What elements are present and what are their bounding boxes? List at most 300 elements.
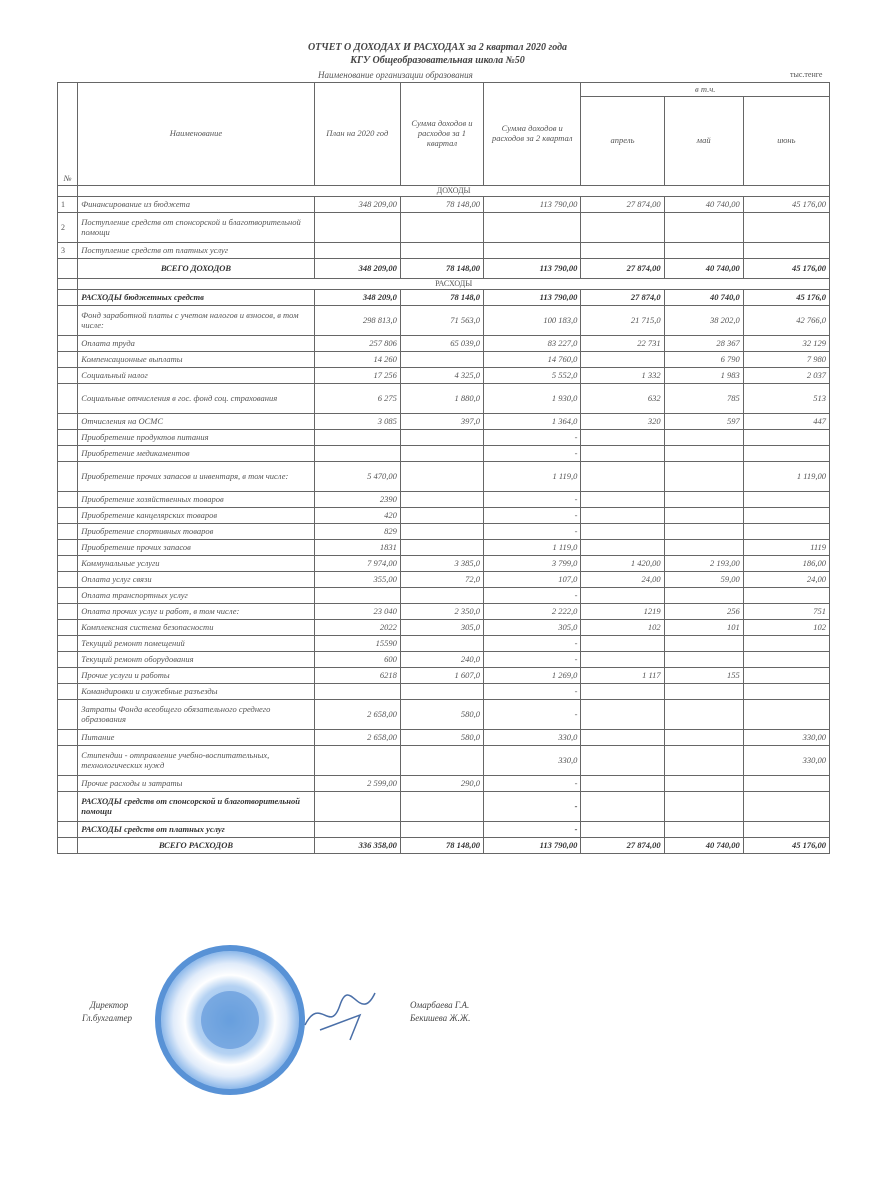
row-number	[58, 588, 78, 604]
cell-apr: 21 715,0	[581, 306, 664, 336]
cell-q2: 100 183,0	[484, 306, 581, 336]
cell-apr	[581, 352, 664, 368]
cell-q2: -	[484, 446, 581, 462]
row-name: РАСХОДЫ средств от платных услуг	[78, 822, 314, 838]
cell-q2	[484, 243, 581, 259]
cell-plan: 2 599,00	[314, 776, 400, 792]
cell-may	[664, 700, 743, 730]
cell-apr	[581, 636, 664, 652]
cell-q1	[400, 524, 483, 540]
cell-may	[664, 524, 743, 540]
cell-q1	[400, 588, 483, 604]
row-name: Социальный налог	[78, 368, 314, 384]
cell-q1	[400, 492, 483, 508]
cell-jun: 513	[743, 384, 829, 414]
cell-q2: 107,0	[484, 572, 581, 588]
table-row	[58, 430, 830, 446]
table-row	[58, 306, 830, 336]
cell-jun: 7 980	[743, 352, 829, 368]
cell-apr: 24,00	[581, 572, 664, 588]
cell-may: 6 790	[664, 352, 743, 368]
row-name: Приобретение хозяйственных товаров	[78, 492, 314, 508]
row-name: Поступление средств от платных услуг	[78, 243, 314, 259]
cell-q2: 113 790,00	[484, 197, 581, 213]
row-name: Поступление средств от спонсорской и благотворительной помощи	[78, 213, 314, 243]
cell-q2: 330,0	[484, 730, 581, 746]
cell-plan: 6 275	[314, 384, 400, 414]
table-row	[58, 368, 830, 384]
total-row	[58, 838, 830, 854]
cell-may	[664, 540, 743, 556]
director-label: Директор	[90, 1000, 129, 1010]
cell-q1	[400, 462, 483, 492]
cell-q2: -	[484, 822, 581, 838]
cell-q2: 1 269,0	[484, 668, 581, 684]
cell-may	[664, 776, 743, 792]
cell-plan: 17 256	[314, 368, 400, 384]
cell-q2: -	[484, 684, 581, 700]
table-row	[58, 524, 830, 540]
cell-plan: 355,00	[314, 572, 400, 588]
section-title: ДОХОДЫ	[78, 186, 830, 197]
cell-q1	[400, 243, 483, 259]
row-name: Приобретение спортивных товаров	[78, 524, 314, 540]
cell-may	[664, 636, 743, 652]
table-row	[58, 462, 830, 492]
row-number	[58, 384, 78, 414]
cell-plan	[314, 213, 400, 243]
cell-q2: 113 790,00	[484, 259, 581, 279]
cell-q1	[400, 213, 483, 243]
cell-q1: 580,0	[400, 700, 483, 730]
cell-q1	[400, 352, 483, 368]
row-number	[58, 540, 78, 556]
table-row	[58, 636, 830, 652]
col-incl: в т.ч.	[581, 83, 830, 97]
row-name: Отчисления на ОСМС	[78, 414, 314, 430]
table-row	[58, 414, 830, 430]
row-number	[58, 636, 78, 652]
cell-apr	[581, 524, 664, 540]
cell-q2: -	[484, 508, 581, 524]
cell-apr	[581, 508, 664, 524]
section-header	[58, 279, 830, 290]
table-row	[58, 243, 830, 259]
cell-q1: 72,0	[400, 572, 483, 588]
row-number	[58, 508, 78, 524]
cell-plan: 6218	[314, 668, 400, 684]
units-label: тыс.тенге	[790, 70, 823, 79]
cell-may	[664, 492, 743, 508]
cell-may: 40 740,0	[664, 290, 743, 306]
row-number	[58, 822, 78, 838]
row-number	[58, 652, 78, 668]
cell-q2: -	[484, 524, 581, 540]
cell-plan: 600	[314, 652, 400, 668]
cell-q1	[400, 430, 483, 446]
cell-jun	[743, 668, 829, 684]
table-row	[58, 604, 830, 620]
table-row	[58, 588, 830, 604]
cell-apr	[581, 746, 664, 776]
cell-q1: 4 325,0	[400, 368, 483, 384]
cell-q1	[400, 684, 483, 700]
row-number	[58, 572, 78, 588]
row-name: ВСЕГО РАСХОДОВ	[78, 838, 314, 854]
cell-jun: 2 037	[743, 368, 829, 384]
cell-plan	[314, 243, 400, 259]
row-number	[58, 492, 78, 508]
cell-apr: 632	[581, 384, 664, 414]
cell-q2: 3 799,0	[484, 556, 581, 572]
cell-jun: 42 766,0	[743, 306, 829, 336]
report-title: ОТЧЕТ О ДОХОДАХ И РАСХОДАХ за 2 квартал 2020 года	[307, 42, 568, 53]
row-name: Приобретение продуктов питания	[78, 430, 314, 446]
row-name: РАСХОДЫ средств от спонсорской и благотворительной помощи	[78, 792, 314, 822]
cell-plan	[314, 430, 400, 446]
cell-plan: 2 658,00	[314, 730, 400, 746]
cell-jun	[743, 524, 829, 540]
cell-jun: 186,00	[743, 556, 829, 572]
table-row	[58, 730, 830, 746]
cell-may: 59,00	[664, 572, 743, 588]
table-row	[58, 572, 830, 588]
cell-q2: 330,0	[484, 746, 581, 776]
cell-apr	[581, 492, 664, 508]
cell-q2: 83 227,0	[484, 336, 581, 352]
row-number	[58, 684, 78, 700]
row-name: Коммунальные услуги	[78, 556, 314, 572]
cell-plan: 23 040	[314, 604, 400, 620]
cell-may	[664, 730, 743, 746]
cell-jun: 24,00	[743, 572, 829, 588]
cell-plan	[314, 588, 400, 604]
cell-q1: 240,0	[400, 652, 483, 668]
row-name: Оплата услуг связи	[78, 572, 314, 588]
cell-q2: -	[484, 652, 581, 668]
cell-q1	[400, 446, 483, 462]
cell-jun: 330,00	[743, 746, 829, 776]
cell-may	[664, 243, 743, 259]
cell-may: 40 740,00	[664, 838, 743, 854]
cell-apr	[581, 652, 664, 668]
cell-q2: -	[484, 776, 581, 792]
row-name: Оплата труда	[78, 336, 314, 352]
cell-apr: 27 874,00	[581, 259, 664, 279]
row-name: Оплата транспортных услуг	[78, 588, 314, 604]
cell-may: 2 193,00	[664, 556, 743, 572]
cell-jun	[743, 684, 829, 700]
cell-apr	[581, 730, 664, 746]
row-name: ВСЕГО ДОХОДОВ	[78, 259, 314, 279]
cell-q2: 1 930,0	[484, 384, 581, 414]
cell-jun	[743, 492, 829, 508]
row-number	[58, 259, 78, 279]
cell-q1: 580,0	[400, 730, 483, 746]
section-header	[58, 186, 830, 197]
cell-q2: 14 760,0	[484, 352, 581, 368]
cell-may	[664, 588, 743, 604]
cell-plan	[314, 822, 400, 838]
cell-plan: 348 209,00	[314, 197, 400, 213]
cell-q2: 305,0	[484, 620, 581, 636]
col-q1: Сумма доходов и расходов за 1 квартал	[400, 83, 483, 186]
table-row	[58, 652, 830, 668]
cell-jun	[743, 792, 829, 822]
row-name: Стипендии - отправление учебно-воспитательных, технологических нужд	[78, 746, 314, 776]
row-number	[58, 446, 78, 462]
cell-plan: 3 085	[314, 414, 400, 430]
row-name: Приобретение прочих запасов и инвентаря, в том числе:	[78, 462, 314, 492]
row-number: 2	[58, 213, 78, 243]
cell-q1: 1 880,0	[400, 384, 483, 414]
cell-q2	[484, 213, 581, 243]
col-may: май	[664, 97, 743, 186]
cell-q1	[400, 746, 483, 776]
cell-plan: 257 806	[314, 336, 400, 352]
cell-plan: 1831	[314, 540, 400, 556]
cell-may	[664, 822, 743, 838]
cell-may: 597	[664, 414, 743, 430]
cell-jun: 751	[743, 604, 829, 620]
cell-may: 40 740,00	[664, 259, 743, 279]
cell-apr: 1 420,00	[581, 556, 664, 572]
cell-apr	[581, 822, 664, 838]
table-row	[58, 822, 830, 838]
row-name: Компенсационные выплаты	[78, 352, 314, 368]
signature-icon	[300, 985, 380, 1045]
table-row	[58, 508, 830, 524]
col-apr: апрель	[581, 97, 664, 186]
emblem-icon	[201, 991, 259, 1049]
cell-q2: -	[484, 792, 581, 822]
cell-apr: 102	[581, 620, 664, 636]
cell-q1: 3 385,0	[400, 556, 483, 572]
cell-jun	[743, 636, 829, 652]
cell-may: 1 983	[664, 368, 743, 384]
table-row	[58, 776, 830, 792]
cell-may: 38 202,0	[664, 306, 743, 336]
cell-jun: 32 129	[743, 336, 829, 352]
cell-plan	[314, 792, 400, 822]
cell-jun: 45 176,00	[743, 838, 829, 854]
section-title: РАСХОДЫ	[78, 279, 830, 290]
cell-jun: 45 176,00	[743, 259, 829, 279]
cell-jun	[743, 588, 829, 604]
cell-plan: 420	[314, 508, 400, 524]
cell-q2: -	[484, 430, 581, 446]
cell-jun	[743, 700, 829, 730]
row-name: Питание	[78, 730, 314, 746]
cell-q1: 78 148,00	[400, 197, 483, 213]
cell-apr: 22 731	[581, 336, 664, 352]
cell-q1	[400, 792, 483, 822]
cell-plan: 2022	[314, 620, 400, 636]
cell-apr: 320	[581, 414, 664, 430]
cell-q2: -	[484, 636, 581, 652]
cell-q2: 1 119,0	[484, 540, 581, 556]
cell-plan: 829	[314, 524, 400, 540]
row-number	[58, 336, 78, 352]
row-number	[58, 306, 78, 336]
cell-jun	[743, 508, 829, 524]
cell-may	[664, 684, 743, 700]
row-name: Командировки и служебные разъезды	[78, 684, 314, 700]
table-row	[58, 620, 830, 636]
row-number	[58, 700, 78, 730]
row-number	[58, 290, 78, 306]
cell-q1: 397,0	[400, 414, 483, 430]
cell-apr	[581, 446, 664, 462]
row-name: Приобретение прочих запасов	[78, 540, 314, 556]
cell-q1: 78 148,0	[400, 290, 483, 306]
report-table	[57, 82, 830, 854]
accountant-label: Гл.бухгалтер	[82, 1013, 133, 1023]
cell-q1	[400, 508, 483, 524]
cell-may: 101	[664, 620, 743, 636]
row-number	[58, 746, 78, 776]
cell-apr	[581, 243, 664, 259]
cell-may: 155	[664, 668, 743, 684]
cell-jun: 45 176,00	[743, 197, 829, 213]
table-row	[58, 556, 830, 572]
row-name: РАСХОДЫ бюджетных средств	[78, 290, 314, 306]
cell-plan	[314, 684, 400, 700]
cell-jun: 1119	[743, 540, 829, 556]
table-row	[58, 446, 830, 462]
row-number	[58, 556, 78, 572]
cell-apr	[581, 540, 664, 556]
row-number	[58, 414, 78, 430]
organization-subtitle: Наименование организации образования	[318, 70, 473, 80]
total-row	[58, 259, 830, 279]
cell-may	[664, 746, 743, 776]
col-jun: июнь	[743, 97, 829, 186]
table-row	[58, 352, 830, 368]
cell-may	[664, 652, 743, 668]
cell-q1: 290,0	[400, 776, 483, 792]
cell-apr: 27 874,00	[581, 197, 664, 213]
cell-apr: 27 874,00	[581, 838, 664, 854]
table-row	[58, 197, 830, 213]
cell-q1: 1 607,0	[400, 668, 483, 684]
table-row	[58, 492, 830, 508]
col-plan: План на 2020 год	[314, 83, 400, 186]
row-name: Комплексная система безопасности	[78, 620, 314, 636]
row-number: 3	[58, 243, 78, 259]
row-number	[58, 776, 78, 792]
accountant-name: Бекишева Ж.Ж.	[410, 1013, 471, 1023]
table-row	[58, 336, 830, 352]
cell-jun	[743, 243, 829, 259]
table-row	[58, 700, 830, 730]
cell-jun	[743, 652, 829, 668]
cell-apr	[581, 213, 664, 243]
cell-apr	[581, 430, 664, 446]
cell-jun	[743, 430, 829, 446]
cell-q2: 1 119,0	[484, 462, 581, 492]
cell-jun	[743, 213, 829, 243]
row-number	[58, 352, 78, 368]
cell-q1: 78 148,00	[400, 838, 483, 854]
cell-jun: 45 176,0	[743, 290, 829, 306]
cell-q1: 2 350,0	[400, 604, 483, 620]
cell-may	[664, 462, 743, 492]
organization-name: КГУ Общеобразовательная школа №50	[350, 55, 525, 66]
row-number	[58, 524, 78, 540]
cell-apr	[581, 776, 664, 792]
table-row	[58, 540, 830, 556]
cell-jun	[743, 822, 829, 838]
cell-may: 785	[664, 384, 743, 414]
row-number	[58, 620, 78, 636]
row-number	[58, 462, 78, 492]
cell-jun: 447	[743, 414, 829, 430]
cell-q2: 113 790,00	[484, 290, 581, 306]
cell-q2: -	[484, 700, 581, 730]
cell-may	[664, 213, 743, 243]
cell-apr	[581, 462, 664, 492]
cell-q1	[400, 540, 483, 556]
table-row	[58, 384, 830, 414]
cell-may	[664, 446, 743, 462]
cell-q1: 65 039,0	[400, 336, 483, 352]
table-row	[58, 792, 830, 822]
col-q2: Сумма доходов и расходов за 2 квартал	[484, 83, 581, 186]
row-name: Социальные отчисления в гос. фонд соц. страхования	[78, 384, 314, 414]
row-name: Прочие расходы и затраты	[78, 776, 314, 792]
row-number	[58, 730, 78, 746]
cell-may	[664, 508, 743, 524]
official-stamp	[155, 945, 305, 1095]
table-row	[58, 684, 830, 700]
cell-may	[664, 430, 743, 446]
cell-plan: 7 974,00	[314, 556, 400, 572]
cell-apr	[581, 588, 664, 604]
cell-jun	[743, 776, 829, 792]
cell-apr: 1219	[581, 604, 664, 620]
cell-apr: 1 117	[581, 668, 664, 684]
cell-q1	[400, 636, 483, 652]
director-name: Омарбаева Г.А.	[410, 1000, 470, 1010]
cell-jun: 1 119,00	[743, 462, 829, 492]
cell-apr: 27 874,0	[581, 290, 664, 306]
row-number: 1	[58, 197, 78, 213]
cell-plan: 348 209,0	[314, 290, 400, 306]
cell-plan: 14 260	[314, 352, 400, 368]
row-name: Приобретение медикаментов	[78, 446, 314, 462]
cell-may: 256	[664, 604, 743, 620]
cell-q1	[400, 822, 483, 838]
cell-q2: 5 552,0	[484, 368, 581, 384]
cell-q2: 1 364,0	[484, 414, 581, 430]
row-name: Приобретение канцелярских товаров	[78, 508, 314, 524]
cell-q1: 305,0	[400, 620, 483, 636]
cell-jun: 102	[743, 620, 829, 636]
cell-apr: 1 332	[581, 368, 664, 384]
row-name: Фонд заработной платы с учетом налогов и взносов, в том числе:	[78, 306, 314, 336]
cell-q2: 2 222,0	[484, 604, 581, 620]
col-name: Наименование	[78, 83, 314, 186]
row-number	[58, 430, 78, 446]
cell-plan: 2 658,00	[314, 700, 400, 730]
cell-plan: 5 470,00	[314, 462, 400, 492]
cell-jun	[743, 446, 829, 462]
row-name: Оплата прочих услуг и работ, в том числе:	[78, 604, 314, 620]
table-row	[58, 290, 830, 306]
cell-plan: 298 813,0	[314, 306, 400, 336]
cell-apr	[581, 684, 664, 700]
